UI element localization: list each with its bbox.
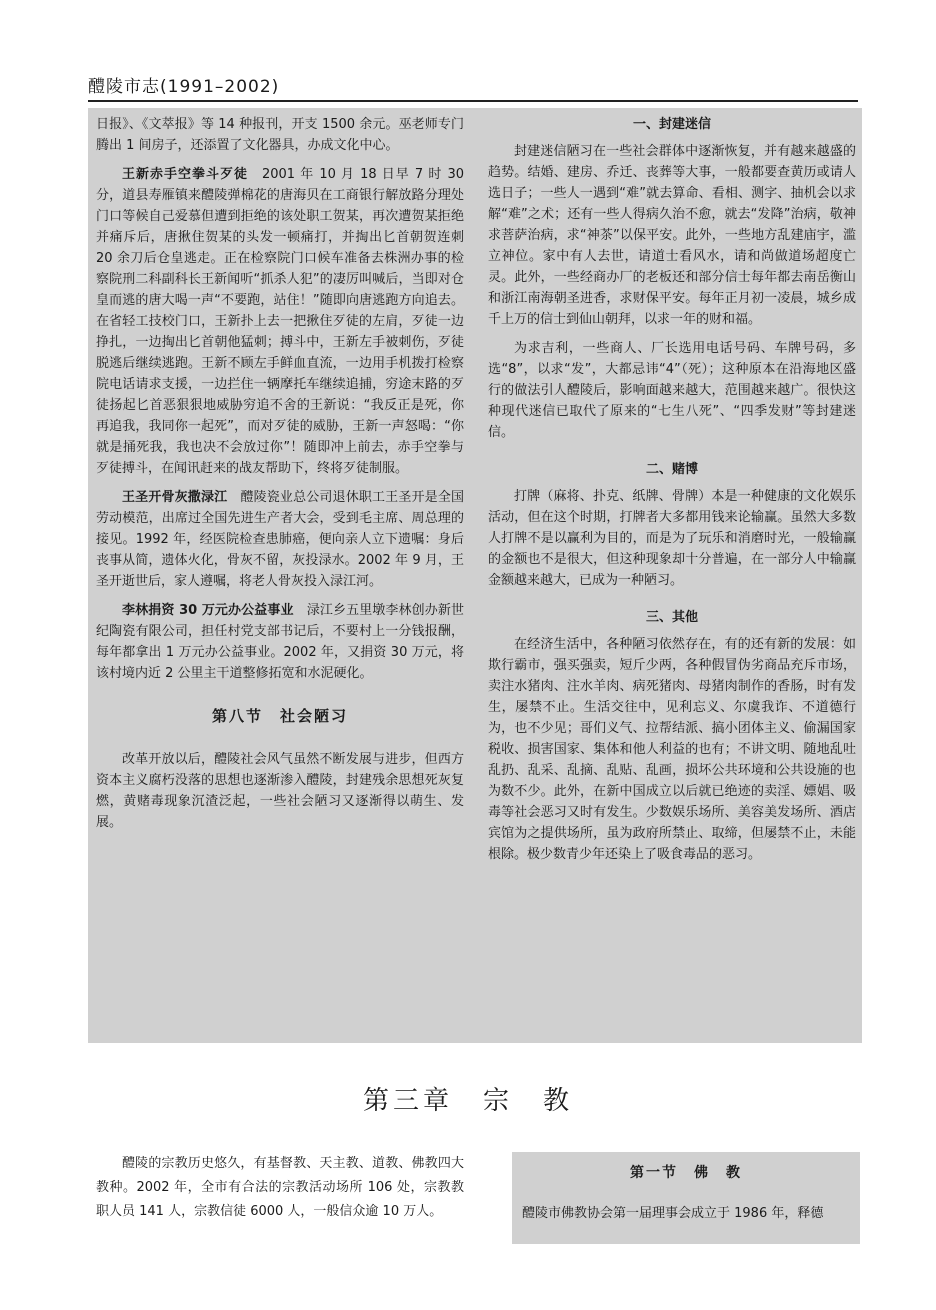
right-column: [488, 114, 856, 865]
paragraph: 醴陵的宗教历史悠久，有基督教、天主教、道教、佛教四大教种。2002 年，全市有合法的宗教活动场所 106 处，宗教教职人员 141 人，宗教信徒 6000 人，一般信众逾 10 万人。: [96, 1156, 464, 1219]
paragraph-body: 2001 年 10 月 18 日早 7 时 30 分，道县寿雁镇来醴陵弹棉花的唐海贝在工商银行解放路分理处门口等候自己爱慕但遭到拒绝的该处职工贺某，再次遭贺某拒绝并痛斥后，唐揪住贺某的头发一顿痛打，并掏出匕首朝贺连刺 20 余刀后仓皇逃走。正在检察院门口候车准备去株洲办事的检察院刑二科副科长王新闻听“抓杀人犯”的凄厉叫喊后，当即对仓皇而逃的唐大喝一声“不要跑，站住！”随即向唐逃跑方向追去。在省轻工技校门口，王新扑上去一把揪住歹徒的左肩，歹徒一边挣扎，一边掏出匕首朝他猛刺；搏斗中，王新左手被刺伤，歹徒脱逃后继续逃跑。王新不顾左手鲜血直流，一边用手机拨打检察院电话请求支援，一边拦住一辆摩托车继续追捕，穷途末路的歹徒扬起匕首恶狠狠地威胁穷追不舍的王新说：“我反正是死，你再追我，我同你一起死”，而对歹徒的威胁，王新一声怒喝：“你就是捅死我，我也决不会放过你”！随即冲上前去，赤手空拳与歹徒搏斗，在闻讯赶来的战友帮助下，终将歹徒制服。: [96, 167, 464, 476]
shaded-section-box: [512, 1152, 860, 1244]
header-rule: [88, 100, 858, 102]
paragraph-heading: 王圣开骨灰撒渌江: [122, 490, 228, 505]
paragraph: 改革开放以后，醴陵社会风气虽然不断发展与进步，但西方资本主义腐朽没落的思想也逐渐渗入醴陵，封建残余思想死灰复燃，黄赌毒现象沉渣泛起，一些社会陋习又逐渐得以萌生、发展。: [96, 752, 464, 830]
paragraph: 为求吉利，一些商人、厂长选用电话号码、车牌号码，多选“8”，以求“发”，大都忌讳“4”（死）；这种原本在沿海地区盛行的做法引人醴陵后，影响面越来越大，范围越来越广。很快这种现代迷信已取代了原来的“七生八死”、“四季发财”等封建迷信。: [488, 341, 856, 440]
paragraph-body: 渌江乡五里墩李林创办新世纪陶瓷有限公司，担任村党支部书记后，不要村上一分钱报酬，每年都拿出 1 万元办公益事业。2002 年，又捐资 30 万元，将该村境内近 2 公里主干道整修拓宽和水泥硬化。: [96, 603, 464, 681]
paragraph: [96, 164, 464, 479]
paragraph: [96, 487, 464, 592]
chapter-title: 第三章 宗 教: [362, 1086, 573, 1116]
chapter-intro: [96, 1152, 464, 1224]
subsection-title: 二、赌博: [645, 462, 698, 477]
paragraph-heading: 李林捐资 30 万元办公益事业: [122, 603, 294, 618]
running-header: 醴陵市志(1991–2002): [88, 77, 280, 97]
paragraph: 打牌（麻将、扑克、纸牌、骨牌）本是一种健康的文化娱乐活动，但在这个时期，打牌者大多都用钱来论输赢。虽然大多数人打牌不是以赢利为目的，而是为了玩乐和消磨时光，一般输赢的金额也不是很大，但这种现象却十分普遍，在一部分人中输赢金额越来越大，已成为一种陋习。: [488, 489, 856, 588]
paragraph-body: 醴陵瓷业总公司退休职工王圣开是全国劳动模范，出席过全国先进生产者大会，受到毛主席、周总理的接见。1992 年，经医院检查患肺癌，便向亲人立下遗嘱：身后丧事从简，遗体火化，骨灰不留，灰投渌水。2002 年 9 月，王圣开逝世后，家人遵嘱，将老人骨灰投入渌江河。: [96, 490, 464, 589]
paragraph-heading: 王新赤手空拳斗歹徒: [122, 167, 248, 182]
paragraph: 醴陵市佛教协会第一届理事会成立于 1986 年，释德: [522, 1206, 824, 1221]
section-title: 第八节 社会陋习: [211, 707, 348, 725]
paragraph: 日报》、《文萃报》等 14 种报刊，开支 1500 余元。巫老师专门腾出 1 间房子，还添置了文化器具，办成文化中心。: [96, 117, 464, 153]
subsection-title: 三、其他: [645, 610, 698, 625]
paragraph: 在经济生活中，各种陋习依然存在，有的还有新的发展：如欺行霸市，强买强卖，短斤少两，各种假冒伪劣商品充斥市场，卖注水猪肉、注水羊肉、病死猪肉、母猪肉制作的香肠，时有发生，屡禁不止。生活交往中，见利忘义、尔虞我诈、不道德行为，也不少见；哥们义气、拉帮结派、搞小团体主义、偷漏国家税收、损害国家、集体和他人利益的也有；不讲文明、随地乱吐乱扔、乱采、乱摘、乱贴、乱画，损坏公共环境和公共设施的也为数不少。此外，在新中国成立以后就已绝迹的卖淫、嫖娼、吸毒等社会恶习又时有发生。少数娱乐场所、美容美发场所、酒店宾馆为之提供场所，虽为政府所禁止、取缔，但屡禁不止，未能根除。极少数青少年还染上了吸食毒品的恶习。: [488, 637, 856, 862]
subsection-title: 一、封建迷信: [632, 117, 711, 132]
paragraph: 封建迷信陋习在一些社会群体中逐渐恢复，并有越来越盛的趋势。结婚、建房、乔迁、丧葬等大事，一般都要查黄历或请人选日子；一些人一遇到“难”就去算命、看相、测字、抽机会以求解“难”之术；还有一些人得病久治不愈，就去“发降”治病，敬神求菩萨治病，求“神茶”以保平安。此外，一些地方乱建庙宇，滥立神位。家中有人去世，请道士看风水，请和尚做道场超度亡灵。此外，一些经商办厂的老板还和部分信士每年都去南岳衡山和浙江南海朝圣进香，求财保平安。每年正月初一凌晨，城乡成千上万的信士到仙山朝拜，以求一年的财和福。: [488, 144, 856, 327]
left-column: [96, 114, 464, 833]
paragraph: [96, 600, 464, 684]
section-title: 第一节 佛 教: [630, 1165, 742, 1181]
